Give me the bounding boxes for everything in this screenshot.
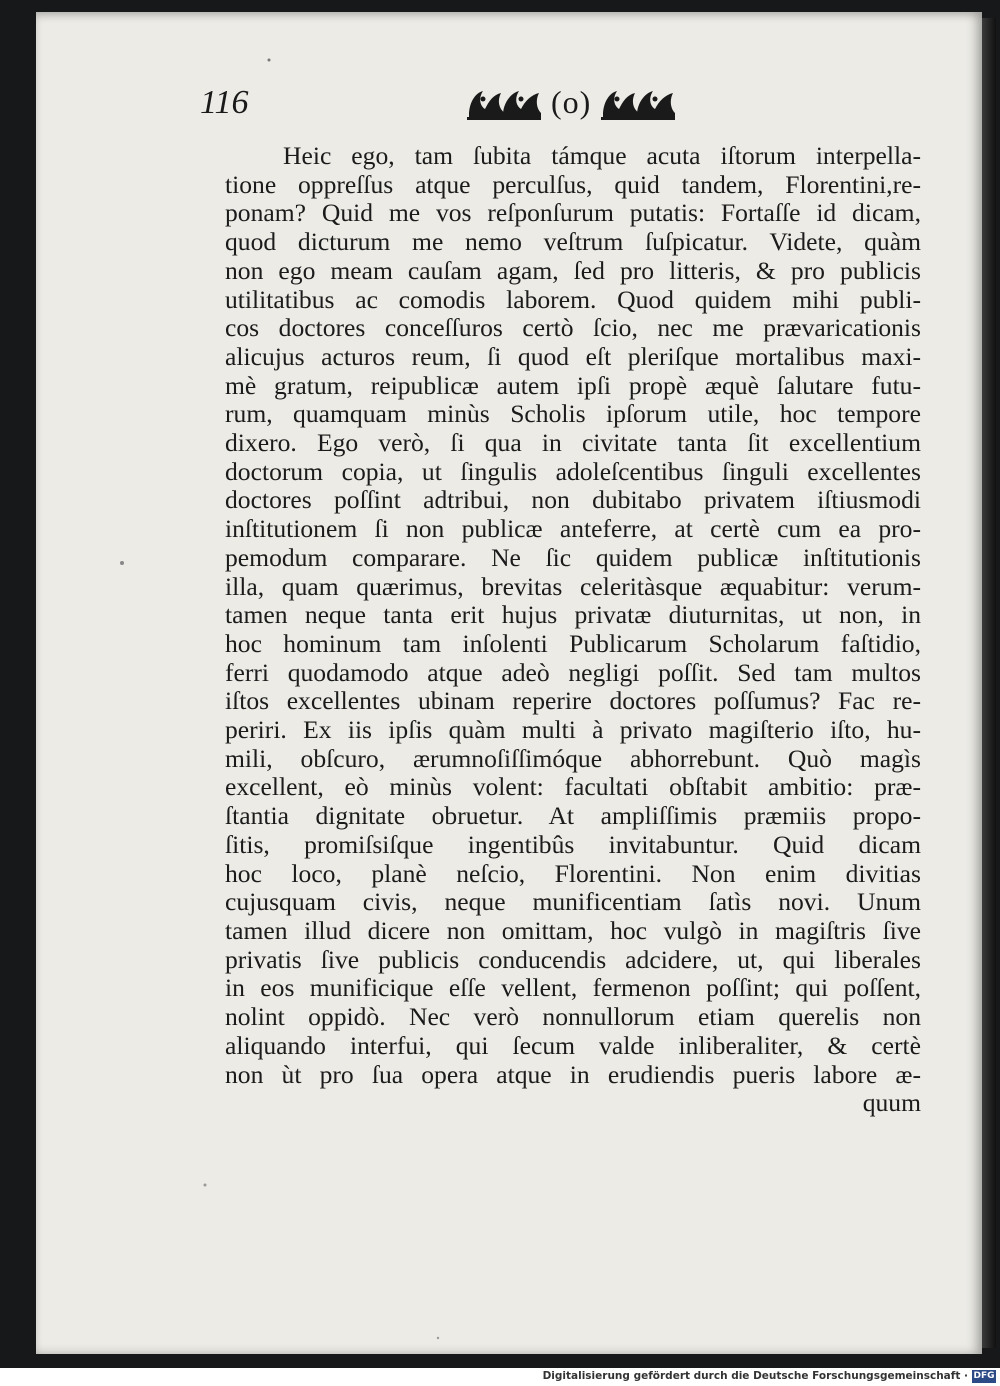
text-line: tione oppreſſus atque perculſus, quid tandem, Florentini,re- xyxy=(225,169,921,199)
text-line: non ùt pro ſua opera atque in erudiendis pueris labore æ- xyxy=(225,1059,921,1089)
text-line: Heic ego, tam ſubita támque acuta iſtorum interpella- xyxy=(283,141,921,170)
running-head xyxy=(465,84,677,121)
text-line: alicujus acturos reum, ſi quod eſt pleriſque mortalibus maxi- xyxy=(225,341,921,371)
catchword: quum xyxy=(862,1088,921,1118)
text-line: mili, obſcuro, ærumnoſiſſimóque abhorrebunt. Quò magìs xyxy=(225,743,921,773)
text-line: periri. Ex iis ipſis quàm multi à privato magiſterio iſto, hu- xyxy=(225,715,921,745)
text-line: doctores poſſint adtribui, non dubitabo privatem iſtiusmodi xyxy=(225,485,921,515)
text-line: nolint oppidò. Nec verò nonnullorum etiam querelis non xyxy=(225,1002,921,1032)
text-line: quod dicturum me nemo veſtrum ſuſpicatur. Videte, quàm xyxy=(225,227,921,257)
text-line: non ego meam cauſam agam, ſed pro litteris, & pro publicis xyxy=(225,255,921,285)
ornament-left-icon xyxy=(465,85,543,121)
footer-bar xyxy=(0,1368,1000,1386)
text-line: mè gratum, reipublicæ autem ipſi propè æquè ſalutare futu- xyxy=(225,370,921,400)
ornament-right-icon xyxy=(599,85,677,121)
text-line: iſtos excellentes ubinam reperire doctores poſſumus? Fac re- xyxy=(225,686,921,716)
text-line: aliquando interfui, qui ſecum valde inliberaliter, & certè xyxy=(225,1030,921,1060)
text-line: dixero. Ego verò, ſi qua in civitate tanta ſit excellentium xyxy=(225,428,921,458)
running-head-text: (o) xyxy=(551,84,592,120)
text-line: privatis ſive publicis conducendis adcidere, ut, qui liberales xyxy=(225,944,921,974)
text-line: ponam? Quid me vos reſponſurum putatis: Fortaſſe id dicam, xyxy=(225,198,921,228)
text-line: in eos munificique eſſe vellent, fermenon poſſint; qui poſſent, xyxy=(225,973,921,1003)
page-header xyxy=(200,80,720,130)
text-line: cujusquam civis, neque munificentiam ſatìs novi. Unum xyxy=(225,887,921,917)
text-line: inſtitutionem ſi non publicæ anteferre, at certè cum ea pro- xyxy=(225,514,921,544)
text-line: illa, quam quærimus, brevitas celeritàsque æquabitur: verum- xyxy=(225,571,921,601)
body-text xyxy=(225,142,921,1118)
page-number: 116 xyxy=(200,84,249,121)
text-line: excellent, eò minùs volent: facultati obſtabit ambitio: præ- xyxy=(225,772,921,802)
text-line: ſitis, promiſsiſque ingentibûs invitabuntur. Quid dicam xyxy=(225,829,921,859)
text-line: ferri quodamodo atque adeò negligi poſſit. Sed tam multos xyxy=(225,657,921,687)
text-line: cos doctores conceſſuros certò ſcio, nec me prævaricationis xyxy=(225,313,921,343)
text-line: ſtantia dignitate obruetur. At ampliſſimis præmiis propo- xyxy=(225,801,921,831)
text-line: tamen neque tanta erit hujus privatæ diuturnitas, ut non, in xyxy=(225,600,921,630)
text-line: hoc loco, planè neſcio, Florentini. Non enim divitias xyxy=(225,858,921,888)
text-line: pemodum comparare. Ne ſic quidem publicæ inſtitutionis xyxy=(225,542,921,572)
funding-credit: Digitalisierung gefördert durch die Deutsche Forschungsgemeinschaft · xyxy=(542,1370,968,1382)
dfg-logo: DFG xyxy=(973,1371,995,1381)
page-edge xyxy=(982,18,996,1348)
text-line: hoc hominum tam inſolenti Publicarum Scholarum faſtidio, xyxy=(225,628,921,658)
text-line: utilitatibus ac comodis laborem. Quod quidem mihi publi- xyxy=(225,284,921,314)
text-line: tamen illud dicere non omittam, hoc vulgò in magiſtris ſive xyxy=(225,915,921,945)
text-line: doctorum copia, ut ſingulis adoleſcentibus ſinguli excellentes xyxy=(225,456,921,486)
text-line: rum, quamquam minùs Scholis ipſorum utile, hoc tempore xyxy=(225,399,921,429)
